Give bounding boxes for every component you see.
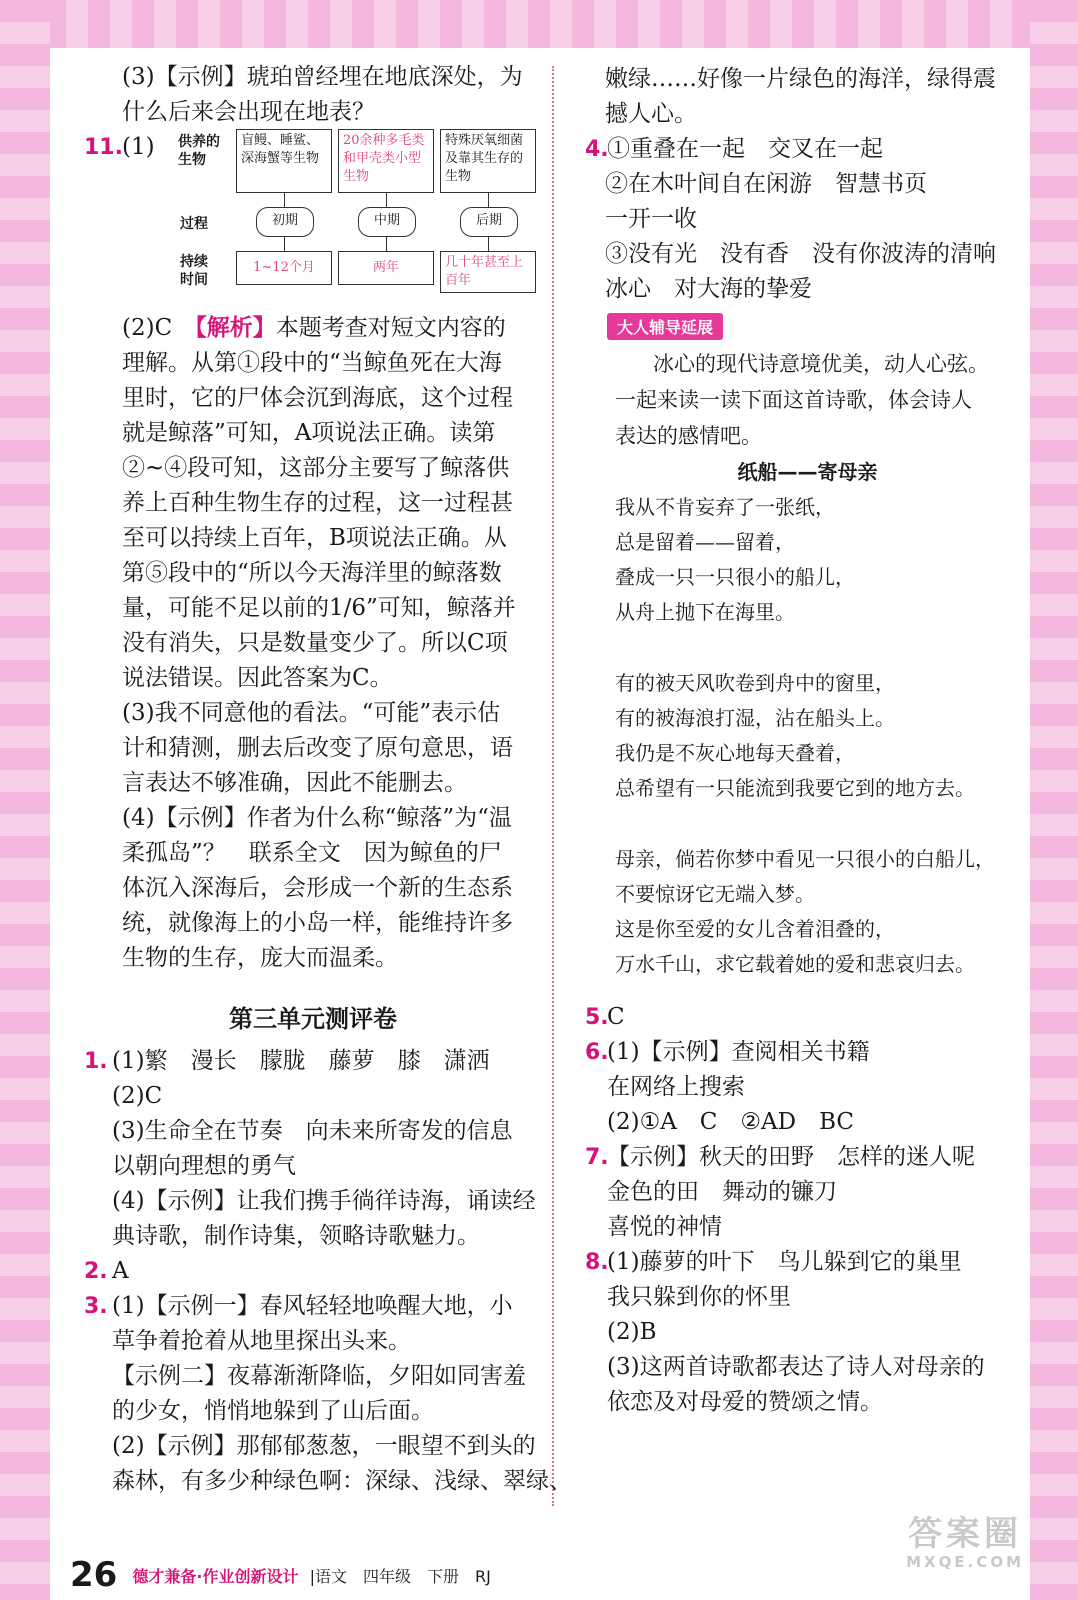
stanza-gap — [585, 630, 1030, 666]
question-2 — [84, 1254, 538, 1289]
intro-line: 冰心的现代诗意境优美，动人心弦。 — [653, 352, 989, 376]
answer-line: 我只躲到你的怀里 — [607, 1284, 791, 1310]
poem-line: 不要惊讶它无端入梦。 — [615, 882, 815, 906]
stanza-gap — [585, 806, 1030, 842]
spacer — [585, 982, 1030, 1000]
answer-text: 【示例】秋天的田野 怎样的迷人呢 — [607, 1144, 975, 1170]
watermark-title: 答案圈 — [908, 1514, 1023, 1554]
poem-line: 总希望有一只能流到我要它到的地方去。 — [615, 776, 975, 800]
diagram-box: 特殊厌氧细菌及靠其生存的生物 — [440, 129, 536, 193]
poem-line: 我从不肯妄弃了一张纸， — [615, 495, 835, 519]
answer-line: 【示例二】夜幕渐渐降临，夕阳如同害羞 — [112, 1363, 526, 1389]
answer-text: (1)【示例】查阅相关书籍 — [607, 1039, 870, 1065]
question-5 — [585, 1000, 1030, 1035]
answer-line: 体沉入深海后，会形成一个新的生态系 — [122, 875, 513, 901]
page-frame-left — [0, 0, 50, 1600]
poem-line: 叠成一只一只很小的船儿， — [615, 565, 855, 589]
answer-line: 金色的田 舞动的镰刀 — [607, 1179, 837, 1205]
answer-text: (1)繁 漫长 朦胧 藤萝 膝 潇洒 — [112, 1048, 490, 1074]
answer-line: (4)【示例】作者为什么称“鲸落”为“温 — [122, 805, 512, 831]
question-number: 6. — [585, 1040, 609, 1065]
answer-line: 什么后来会出现在地表？ — [122, 99, 375, 125]
answer-line: 说法错误。因此答案为C。 — [122, 665, 393, 691]
answer-line: 里时，它的尸体会沉到海底，这个过程 — [122, 385, 513, 411]
section-title: 第三单元测评卷 — [229, 1005, 397, 1033]
answer-line: 的少女，悄悄地躲到了山后面。 — [112, 1398, 434, 1424]
answer-line: 嫩绿……好像一片绿色的海洋，绿得震 — [605, 66, 996, 92]
extension-badge: 大人辅导延展 — [607, 313, 723, 340]
answer-line: 理解。从第①段中的“当鲸鱼死在大海 — [122, 350, 502, 376]
answer-text: A — [112, 1258, 129, 1284]
poem-line: 我仍是不灰心地每天叠着， — [615, 741, 855, 765]
question-part: (1) — [122, 134, 155, 160]
diagram-stage: 中期 — [358, 207, 416, 237]
answer-line: 在网络上搜索 — [607, 1074, 745, 1100]
answer-line: 计和猜测，删去后改变了原句意思，语 — [122, 735, 513, 761]
diagram-connector — [284, 237, 285, 251]
answer-text: (2)C — [122, 315, 173, 341]
answer-line: 至可以持续上百年，B项说法正确。从 — [122, 525, 507, 551]
watermark-url: MXQE.COM — [906, 1553, 1024, 1571]
intro-line: 一起来读一读下面这首诗歌，体会诗人 — [615, 388, 972, 412]
question-6 — [585, 1035, 1030, 1070]
intro-line: 表达的感情吧。 — [615, 424, 762, 448]
answer-text: C — [607, 1004, 625, 1030]
question-number: 1. — [84, 1049, 108, 1074]
answer-line: 第⑤段中的“所以今天海洋里的鲸落数 — [122, 560, 502, 586]
watermark — [906, 1515, 1024, 1571]
question-number: 7. — [585, 1145, 609, 1170]
page-frame-right — [1030, 0, 1078, 1600]
answer-line: (4)【示例】让我们携手徜徉诗海，诵读经 — [112, 1188, 536, 1214]
diagram-row-label: 供养的生物 — [178, 134, 220, 168]
question-number: 8. — [585, 1250, 609, 1275]
answer-line: (2)【示例】那郁郁葱葱，一眼望不到头的 — [112, 1433, 536, 1459]
diagram-stage: 后期 — [460, 207, 518, 237]
page-number: 26 — [70, 1555, 118, 1595]
answer-line: (2)①A C ②AD BC — [607, 1109, 855, 1135]
diagram-connector — [386, 193, 387, 207]
question-1 — [84, 1044, 538, 1079]
poem-line: 万水千山，求它载着她的爱和悲哀归去。 — [615, 952, 975, 976]
answer-line: 生物的生存，庞大而温柔。 — [122, 945, 398, 971]
page-footer — [70, 1555, 491, 1595]
diagram-connector — [284, 193, 285, 207]
answer-line: 养上百种生物生存的过程，这一过程甚 — [122, 490, 513, 516]
question-number: 3. — [84, 1294, 108, 1319]
poem-line: 总是留着——留着， — [615, 530, 795, 554]
diagram-duration: 两年 — [338, 251, 434, 285]
answer-text: 本题考查对短文内容的 — [275, 315, 506, 341]
question-number: 5. — [585, 1005, 609, 1030]
poem-line: 有的被海浪打湿，沾在船头上。 — [615, 706, 895, 730]
answer-line: 草争着抢着从地里探出头来。 — [112, 1328, 411, 1354]
right-column — [585, 62, 1030, 1420]
answer-line: ②在木叶间自在闲游 智慧书页 — [605, 171, 927, 197]
question-8 — [585, 1245, 1030, 1280]
answer-line: ③没有光 没有香 没有你波涛的清响 — [605, 241, 996, 267]
poem-line: 母亲，倘若你梦中看见一只很小的白船儿， — [615, 847, 995, 871]
answer-line: 就是鲸落”可知，A项说法正确。读第 — [122, 420, 496, 446]
diagram-row-label: 过程 — [180, 216, 208, 232]
answer-line: (3)生命全在节奏 向未来所寄发的信息 — [112, 1118, 513, 1144]
answer-line: 以朝向理想的勇气 — [112, 1153, 296, 1179]
question-number: 2. — [84, 1259, 108, 1284]
diagram-box: 盲鳗、睡鲨、深海蟹等生物 — [236, 129, 332, 193]
answer-line: 柔孤岛”？ 联系全文 因为鲸鱼的尸 — [122, 840, 502, 866]
whale-fall-diagram — [178, 129, 598, 309]
answer-line: 一开一收 — [605, 206, 697, 232]
book-info: |语文 四年级 下册 RJ — [309, 1566, 491, 1586]
diagram-stage: 初期 — [256, 207, 314, 237]
answer-line: 没有消失，只是数量变少了。所以C项 — [122, 630, 508, 656]
answer-line — [84, 311, 538, 346]
answer-text: (1)【示例一】春风轻轻地唤醒大地，小 — [112, 1293, 513, 1319]
answer-line: 量，可能不足以前的1/6”可知，鲸落并 — [122, 595, 516, 621]
brand-name: 德才兼备·作业创新设计 — [132, 1566, 299, 1586]
poem-line: 这是你至爱的女儿含着泪叠的， — [615, 917, 895, 941]
answer-line: (2)B — [607, 1319, 657, 1345]
answer-text: ①重叠在一起 交叉在一起 — [607, 136, 883, 162]
answer-line: (2)C — [112, 1083, 163, 1109]
answer-line: (3)【示例】琥珀曾经埋在地底深处，为 — [122, 64, 523, 90]
diagram-row-label: 持续时间 — [180, 254, 208, 288]
answer-line: 森林，有多少种绿色啊：深绿、浅绿、翠绿、 — [112, 1468, 572, 1494]
analysis-tag: 【解析】 — [195, 315, 276, 341]
diagram-box: 20余种多毛类和甲壳类小型生物 — [338, 129, 434, 193]
poem-line: 有的被天风吹卷到舟中的窗里， — [615, 671, 895, 695]
left-column — [84, 60, 572, 1499]
diagram-connector — [488, 193, 489, 207]
diagram-connector — [488, 237, 489, 251]
answer-line: 统，就像海上的小岛一样，能维持许多 — [122, 910, 513, 936]
answer-line: (3)我不同意他的看法。“可能”表示估 — [122, 700, 501, 726]
question-3 — [84, 1289, 538, 1324]
answer-line: 喜悦的神情 — [607, 1214, 722, 1240]
page-frame-top — [0, 0, 1078, 48]
diagram-duration: 1~12个月 — [236, 251, 332, 285]
answer-line: 言表达不够准确，因此不能删去。 — [122, 770, 467, 796]
question-4 — [585, 132, 1030, 167]
answer-line: (3)这两首诗歌都表达了诗人对母亲的 — [607, 1354, 985, 1380]
answer-line: 典诗歌，制作诗集，领略诗歌魅力。 — [112, 1223, 480, 1249]
poem-line: 从舟上抛下在海里。 — [615, 600, 795, 624]
answer-line: 依恋及对母爱的赞颂之情。 — [607, 1389, 883, 1415]
answer-line: ②~④段可知，这部分主要写了鲸落供 — [122, 455, 510, 481]
answer-line: 撼人心。 — [605, 101, 697, 127]
question-number: 4. — [585, 137, 609, 162]
poem-title: 纸船——寄母亲 — [737, 460, 878, 484]
answer-text: (1)藤萝的叶下 鸟儿躲到它的巢里 — [607, 1249, 962, 1275]
question-number: 11. — [84, 135, 123, 160]
answer-line: 冰心 对大海的挚爱 — [605, 276, 812, 302]
question-7 — [585, 1140, 1030, 1175]
diagram-connector — [386, 237, 387, 251]
diagram-duration: 几十年甚至上百年 — [440, 251, 536, 293]
